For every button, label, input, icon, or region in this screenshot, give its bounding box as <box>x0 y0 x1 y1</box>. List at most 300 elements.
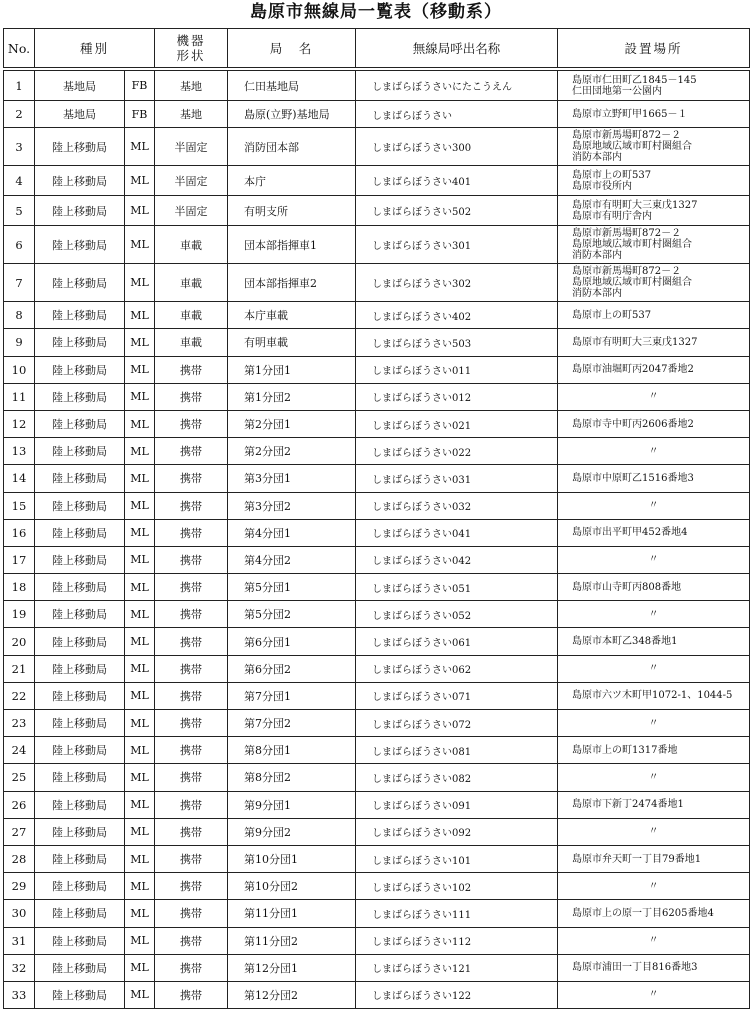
table-row <box>4 818 750 845</box>
station-table <box>3 28 750 1009</box>
row-location <box>558 438 750 465</box>
header-type: 種別 <box>35 29 155 68</box>
row-number: 31 <box>4 927 35 954</box>
row-station-name: 団本部指揮車2 <box>228 264 356 302</box>
page-title: 島原市無線局一覧表（移動系） <box>250 2 502 22</box>
row-number: 4 <box>4 166 35 196</box>
row-number: 29 <box>4 873 35 900</box>
header-form-line2: 形状 <box>176 48 206 63</box>
table-row <box>4 492 750 519</box>
row-location-line: 〃 <box>648 554 659 566</box>
row-station-name: 本庁 <box>228 166 356 196</box>
row-type: 陸上移動局 <box>35 981 125 1008</box>
row-callsign: しまばらぼうさい502 <box>356 196 558 226</box>
row-station-name: 第10分団1 <box>228 845 356 872</box>
table-row <box>4 465 750 492</box>
row-type: 陸上移動局 <box>35 546 125 573</box>
row-location-line: 〃 <box>648 391 659 403</box>
row-type: 陸上移動局 <box>35 655 125 682</box>
row-form: 車載 <box>155 329 228 356</box>
table-row <box>4 981 750 1008</box>
table-row <box>4 845 750 872</box>
row-code: ML <box>125 264 155 302</box>
row-location <box>558 465 750 492</box>
row-form: 車載 <box>155 302 228 329</box>
row-location <box>558 655 750 682</box>
row-location-line: 島原地域広域市町村圏組合 <box>572 277 693 289</box>
row-number: 10 <box>4 356 35 383</box>
row-number: 15 <box>4 492 35 519</box>
row-form: 携帯 <box>155 818 228 845</box>
row-location-line: 〃 <box>648 880 659 892</box>
table-row <box>4 737 750 764</box>
row-number: 9 <box>4 329 35 356</box>
row-code: ML <box>125 410 155 437</box>
row-code: ML <box>125 356 155 383</box>
row-type: 陸上移動局 <box>35 628 125 655</box>
row-station-name: 第10分団2 <box>228 873 356 900</box>
row-station-name: 第3分団1 <box>228 465 356 492</box>
row-location <box>558 329 750 356</box>
row-callsign: しまばらぼうさい401 <box>356 166 558 196</box>
row-code: FB <box>125 71 155 101</box>
row-callsign: しまばらぼうさい302 <box>356 264 558 302</box>
row-type: 陸上移動局 <box>35 818 125 845</box>
row-location-line: 島原市山寺町丙808番地 <box>572 581 682 593</box>
table-row <box>4 101 750 128</box>
row-station-name: 有明車載 <box>228 329 356 356</box>
row-code: ML <box>125 546 155 573</box>
row-form: 携帯 <box>155 492 228 519</box>
row-callsign: しまばらぼうさい072 <box>356 710 558 737</box>
row-location <box>558 954 750 981</box>
row-station-name: 第1分団2 <box>228 383 356 410</box>
row-station-name: 本庁車載 <box>228 302 356 329</box>
row-callsign: しまばらぼうさい061 <box>356 628 558 655</box>
row-type: 陸上移動局 <box>35 954 125 981</box>
row-station-name: 第1分団1 <box>228 356 356 383</box>
row-location-line: 島原市下新丁2474番地1 <box>572 799 684 811</box>
row-callsign: しまばらぼうさい112 <box>356 927 558 954</box>
row-type: 陸上移動局 <box>35 329 125 356</box>
row-form: 携帯 <box>155 764 228 791</box>
row-form: 携帯 <box>155 410 228 437</box>
row-callsign: しまばらぼうさい021 <box>356 410 558 437</box>
row-code: ML <box>125 601 155 628</box>
row-location <box>558 264 750 302</box>
row-callsign: しまばらぼうさい052 <box>356 601 558 628</box>
row-location-line: 消防本部内 <box>572 288 623 300</box>
row-location <box>558 764 750 791</box>
header-form <box>155 29 228 68</box>
row-location-line: 〃 <box>648 826 659 838</box>
row-station-name: 第11分団2 <box>228 927 356 954</box>
row-code: ML <box>125 845 155 872</box>
row-number: 17 <box>4 546 35 573</box>
table-row <box>4 546 750 573</box>
row-number: 3 <box>4 128 35 166</box>
row-type: 陸上移動局 <box>35 492 125 519</box>
row-location <box>558 410 750 437</box>
table-body <box>4 71 750 1009</box>
row-location <box>558 845 750 872</box>
row-callsign: しまばらぼうさい022 <box>356 438 558 465</box>
row-callsign: しまばらぼうさい012 <box>356 383 558 410</box>
row-number: 5 <box>4 196 35 226</box>
table-row <box>4 196 750 226</box>
table-row <box>4 791 750 818</box>
row-type: 陸上移動局 <box>35 791 125 818</box>
row-station-name: 島原(立野)基地局 <box>228 101 356 128</box>
row-form: 携帯 <box>155 601 228 628</box>
row-location <box>558 196 750 226</box>
row-station-name: 第6分団2 <box>228 655 356 682</box>
row-location <box>558 492 750 519</box>
table-header-row <box>4 29 750 68</box>
row-location <box>558 737 750 764</box>
row-code: ML <box>125 954 155 981</box>
row-station-name: 第2分団1 <box>228 410 356 437</box>
row-location <box>558 900 750 927</box>
row-code: ML <box>125 682 155 709</box>
row-station-name: 第12分団1 <box>228 954 356 981</box>
row-type: 陸上移動局 <box>35 465 125 492</box>
table-row <box>4 900 750 927</box>
row-callsign: しまばらぼうさい503 <box>356 329 558 356</box>
row-location <box>558 519 750 546</box>
row-number: 14 <box>4 465 35 492</box>
row-station-name: 第6分団1 <box>228 628 356 655</box>
row-type: 陸上移動局 <box>35 601 125 628</box>
row-callsign: しまばらぼうさい062 <box>356 655 558 682</box>
row-callsign: しまばらぼうさい300 <box>356 128 558 166</box>
row-station-name: 第4分団2 <box>228 546 356 573</box>
table-row <box>4 166 750 196</box>
row-station-name: 第5分団1 <box>228 574 356 601</box>
row-location <box>558 101 750 128</box>
row-location-line: 〃 <box>648 608 659 620</box>
row-location <box>558 546 750 573</box>
row-station-name: 第2分団2 <box>228 438 356 465</box>
table-row <box>4 519 750 546</box>
row-location-line: 島原市浦田一丁目816番地3 <box>572 962 698 974</box>
row-location-line: 消防本部内 <box>572 250 623 262</box>
row-location-line: 〃 <box>648 771 659 783</box>
row-number: 11 <box>4 383 35 410</box>
row-number: 27 <box>4 818 35 845</box>
row-location <box>558 383 750 410</box>
row-code: ML <box>125 519 155 546</box>
row-location <box>558 71 750 101</box>
row-code: ML <box>125 383 155 410</box>
row-location <box>558 981 750 1008</box>
row-callsign: しまばらぼうさい301 <box>356 226 558 264</box>
table-row <box>4 226 750 264</box>
row-form: 携帯 <box>155 737 228 764</box>
row-type: 陸上移動局 <box>35 900 125 927</box>
table-row <box>4 302 750 329</box>
row-location-line: 島原市上の原一丁目6205番地4 <box>572 907 714 919</box>
row-callsign: しまばらぼうさい041 <box>356 519 558 546</box>
row-location-line: 〃 <box>648 500 659 512</box>
row-location <box>558 818 750 845</box>
row-location <box>558 574 750 601</box>
row-type: 陸上移動局 <box>35 845 125 872</box>
row-form: 半固定 <box>155 196 228 226</box>
row-station-name: 第7分団2 <box>228 710 356 737</box>
row-callsign: しまばらぼうさい032 <box>356 492 558 519</box>
row-callsign: しまばらぼうさい031 <box>356 465 558 492</box>
row-number: 19 <box>4 601 35 628</box>
row-number: 22 <box>4 682 35 709</box>
row-station-name: 第3分団2 <box>228 492 356 519</box>
row-callsign: しまばらぼうさい051 <box>356 574 558 601</box>
row-type: 陸上移動局 <box>35 873 125 900</box>
row-callsign: しまばらぼうさい071 <box>356 682 558 709</box>
row-code: ML <box>125 329 155 356</box>
row-location-line: 島原市立野町甲1665－１ <box>572 108 688 120</box>
row-number: 7 <box>4 264 35 302</box>
row-location <box>558 302 750 329</box>
row-type: 陸上移動局 <box>35 710 125 737</box>
row-callsign: しまばらぼうさい081 <box>356 737 558 764</box>
row-station-name: 団本部指揮車1 <box>228 226 356 264</box>
table-row <box>4 329 750 356</box>
row-callsign: しまばらぼうさい082 <box>356 764 558 791</box>
row-form: 車載 <box>155 226 228 264</box>
row-type: 陸上移動局 <box>35 264 125 302</box>
row-type: 陸上移動局 <box>35 764 125 791</box>
row-number: 25 <box>4 764 35 791</box>
row-form: 携帯 <box>155 900 228 927</box>
row-station-name: 消防団本部 <box>228 128 356 166</box>
table-row <box>4 574 750 601</box>
row-location-line: 島原市新馬場町872－２ <box>572 130 682 142</box>
table-row <box>4 383 750 410</box>
row-callsign: しまばらぼうさい092 <box>356 818 558 845</box>
row-location-line: 島原市新馬場町872－２ <box>572 228 682 240</box>
row-form: 携帯 <box>155 845 228 872</box>
row-form: 半固定 <box>155 128 228 166</box>
row-type: 陸上移動局 <box>35 438 125 465</box>
row-location <box>558 601 750 628</box>
row-location-line: 島原市仁田町乙1845－145 <box>572 74 697 86</box>
header-station-name: 局 名 <box>228 29 356 68</box>
row-form: 携帯 <box>155 546 228 573</box>
row-station-name: 仁田基地局 <box>228 71 356 101</box>
row-type: 陸上移動局 <box>35 574 125 601</box>
header-no: No. <box>4 29 35 68</box>
row-form: 携帯 <box>155 710 228 737</box>
table-row <box>4 71 750 101</box>
row-location-line: 島原市寺中町丙2606番地2 <box>572 418 694 430</box>
row-code: ML <box>125 873 155 900</box>
row-code: ML <box>125 226 155 264</box>
row-station-name: 有明支所 <box>228 196 356 226</box>
row-form: 携帯 <box>155 356 228 383</box>
row-code: ML <box>125 737 155 764</box>
row-code: ML <box>125 655 155 682</box>
row-form: 携帯 <box>155 873 228 900</box>
row-station-name: 第8分団2 <box>228 764 356 791</box>
table-row <box>4 628 750 655</box>
row-location-line: 〃 <box>648 717 659 729</box>
row-station-name: 第12分団2 <box>228 981 356 1008</box>
row-number: 18 <box>4 574 35 601</box>
row-location <box>558 710 750 737</box>
header-callsign: 無線局呼出名称 <box>356 29 558 68</box>
row-form: 半固定 <box>155 166 228 196</box>
table-row <box>4 954 750 981</box>
row-callsign: しまばらぼうさい042 <box>356 546 558 573</box>
row-form: 携帯 <box>155 465 228 492</box>
row-code: ML <box>125 574 155 601</box>
row-form: 基地 <box>155 101 228 128</box>
row-location <box>558 927 750 954</box>
row-number: 8 <box>4 302 35 329</box>
row-code: FB <box>125 101 155 128</box>
row-location-line: 〃 <box>648 663 659 675</box>
row-callsign: しまばらぼうさいにたこうえん <box>356 71 558 101</box>
row-location <box>558 356 750 383</box>
row-callsign: しまばらぼうさい121 <box>356 954 558 981</box>
row-callsign: しまばらぼうさい <box>356 101 558 128</box>
row-location <box>558 791 750 818</box>
row-form: 携帯 <box>155 954 228 981</box>
row-location <box>558 682 750 709</box>
row-code: ML <box>125 927 155 954</box>
row-type: 陸上移動局 <box>35 302 125 329</box>
row-type: 陸上移動局 <box>35 410 125 437</box>
row-location <box>558 873 750 900</box>
row-station-name: 第5分団2 <box>228 601 356 628</box>
row-code: ML <box>125 438 155 465</box>
row-form: 携帯 <box>155 574 228 601</box>
row-location-line: 〃 <box>648 445 659 457</box>
row-callsign: しまばらぼうさい122 <box>356 981 558 1008</box>
row-type: 陸上移動局 <box>35 682 125 709</box>
row-number: 16 <box>4 519 35 546</box>
row-type: 陸上移動局 <box>35 519 125 546</box>
row-code: ML <box>125 302 155 329</box>
row-location-line: 島原市上の町1317番地 <box>572 744 678 756</box>
row-code: ML <box>125 818 155 845</box>
row-number: 13 <box>4 438 35 465</box>
row-location-line: 島原市有明町大三東戊1327 <box>572 336 698 348</box>
row-location-line: 島原地域広域市町村圏組合 <box>572 239 693 251</box>
table-row <box>4 710 750 737</box>
row-callsign: しまばらぼうさい402 <box>356 302 558 329</box>
row-type: 陸上移動局 <box>35 128 125 166</box>
row-number: 32 <box>4 954 35 981</box>
table-row <box>4 601 750 628</box>
table-row <box>4 410 750 437</box>
row-code: ML <box>125 196 155 226</box>
row-number: 6 <box>4 226 35 264</box>
row-form: 基地 <box>155 71 228 101</box>
row-form: 携帯 <box>155 981 228 1008</box>
row-number: 30 <box>4 900 35 927</box>
table-row <box>4 927 750 954</box>
row-callsign: しまばらぼうさい101 <box>356 845 558 872</box>
row-code: ML <box>125 465 155 492</box>
row-location-line: 島原市油堀町丙2047番地2 <box>572 364 694 376</box>
row-type: 陸上移動局 <box>35 226 125 264</box>
row-form: 携帯 <box>155 791 228 818</box>
row-callsign: しまばらぼうさい011 <box>356 356 558 383</box>
row-form: 携帯 <box>155 438 228 465</box>
row-callsign: しまばらぼうさい091 <box>356 791 558 818</box>
row-location <box>558 628 750 655</box>
row-location-line: 島原市弁天町一丁目79番地1 <box>572 853 702 865</box>
row-type: 陸上移動局 <box>35 383 125 410</box>
row-station-name: 第11分団1 <box>228 900 356 927</box>
row-form: 携帯 <box>155 383 228 410</box>
row-number: 2 <box>4 101 35 128</box>
row-number: 24 <box>4 737 35 764</box>
row-location-line: 島原市上の町537 <box>572 309 652 321</box>
row-location-line: 島原市有明町大三東戊1327 <box>572 199 698 211</box>
row-station-name: 第9分団1 <box>228 791 356 818</box>
row-code: ML <box>125 166 155 196</box>
row-number: 28 <box>4 845 35 872</box>
row-location-line: 島原市役所内 <box>572 180 633 192</box>
row-type: 基地局 <box>35 101 125 128</box>
table-row <box>4 264 750 302</box>
row-code: ML <box>125 764 155 791</box>
row-type: 陸上移動局 <box>35 356 125 383</box>
row-form: 携帯 <box>155 628 228 655</box>
row-callsign: しまばらぼうさい102 <box>356 873 558 900</box>
row-callsign: しまばらぼうさい111 <box>356 900 558 927</box>
row-location-line: 島原市有明庁舎内 <box>572 210 653 222</box>
row-number: 21 <box>4 655 35 682</box>
table-row <box>4 873 750 900</box>
row-code: ML <box>125 900 155 927</box>
row-form: 携帯 <box>155 519 228 546</box>
row-number: 1 <box>4 71 35 101</box>
row-station-name: 第4分団1 <box>228 519 356 546</box>
table-row <box>4 356 750 383</box>
table-row <box>4 438 750 465</box>
row-location-line: 消防本部内 <box>572 152 623 164</box>
row-location-line: 島原地域広域市町村圏組合 <box>572 141 693 153</box>
row-type: 基地局 <box>35 71 125 101</box>
row-code: ML <box>125 981 155 1008</box>
row-location-line: 〃 <box>648 989 659 1001</box>
row-location <box>558 226 750 264</box>
row-type: 陸上移動局 <box>35 166 125 196</box>
header-form-line1: 機器 <box>176 33 206 48</box>
row-type: 陸上移動局 <box>35 737 125 764</box>
row-number: 20 <box>4 628 35 655</box>
table-row <box>4 128 750 166</box>
row-location-line: 〃 <box>648 935 659 947</box>
row-code: ML <box>125 492 155 519</box>
row-location-line: 仁田団地第一公園内 <box>572 85 663 97</box>
row-form: 携帯 <box>155 927 228 954</box>
row-number: 23 <box>4 710 35 737</box>
row-location-line: 島原市中原町乙1516番地3 <box>572 472 694 484</box>
table-row <box>4 682 750 709</box>
row-location-line: 島原市出平町甲452番地4 <box>572 527 688 539</box>
row-form: 携帯 <box>155 682 228 709</box>
row-code: ML <box>125 791 155 818</box>
row-form: 車載 <box>155 264 228 302</box>
header-location: 設置場所 <box>558 29 750 68</box>
row-number: 12 <box>4 410 35 437</box>
row-station-name: 第7分団1 <box>228 682 356 709</box>
